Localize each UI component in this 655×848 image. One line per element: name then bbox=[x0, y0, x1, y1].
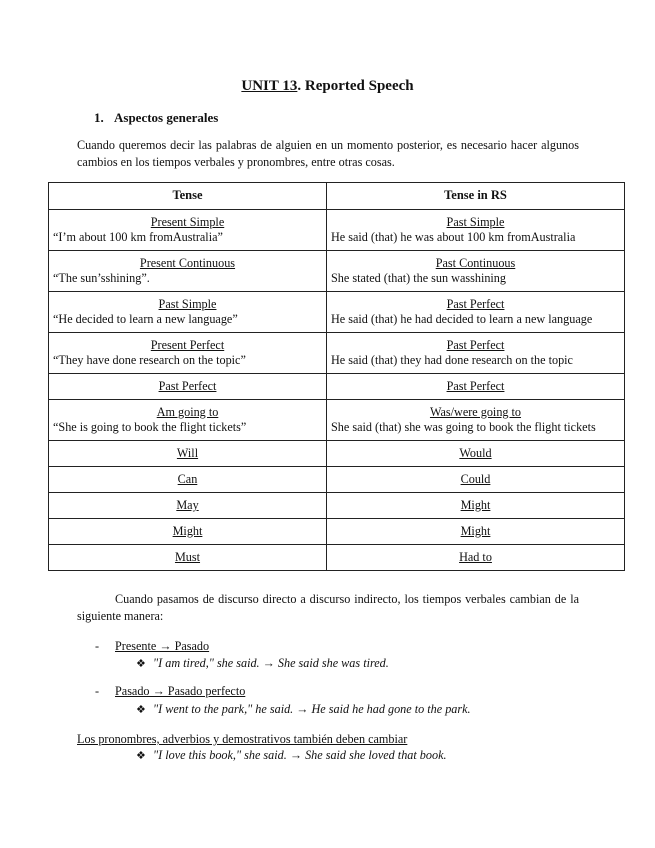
unit-label: UNIT 13 bbox=[241, 78, 298, 94]
tense-cell bbox=[49, 292, 327, 333]
rs-example: He said (that) they had done research on the topic bbox=[331, 353, 573, 367]
example-item bbox=[136, 702, 471, 717]
tense-cell bbox=[49, 519, 327, 545]
example-item bbox=[136, 656, 389, 671]
rs-tense-name: Had to bbox=[459, 549, 492, 564]
body-paragraph bbox=[77, 591, 579, 625]
section-title: Aspectos generales bbox=[114, 110, 219, 125]
pronouns-heading: Los pronombres, adverbios y demostrativos también deben cambiar bbox=[77, 732, 408, 746]
rs-tense-name: Might bbox=[460, 523, 491, 538]
tense-name: Present Simple bbox=[150, 214, 225, 229]
tense-cell bbox=[49, 210, 327, 251]
example-text: "I am tired," she said. → She said she was tired. bbox=[153, 656, 389, 670]
rs-example: She said (that) she was going to book the flight tickets bbox=[331, 420, 596, 434]
rs-example: He said (that) he had decided to learn a new language bbox=[331, 312, 593, 326]
bullet-item bbox=[95, 639, 209, 654]
rs-cell bbox=[327, 493, 625, 519]
tense-example: “The sun’sshining”. bbox=[53, 271, 150, 285]
dash-bullet: - bbox=[95, 639, 100, 653]
table-row bbox=[49, 441, 625, 467]
table-row bbox=[49, 545, 625, 571]
header-tense: Tense bbox=[49, 183, 327, 210]
table-row bbox=[49, 292, 625, 333]
rs-cell bbox=[327, 400, 625, 441]
tense-cell bbox=[49, 493, 327, 519]
diamond-bullet-icon: ❖ bbox=[136, 750, 146, 762]
rs-cell bbox=[327, 374, 625, 400]
bullet-item bbox=[95, 684, 245, 699]
tense-cell bbox=[49, 545, 327, 571]
table-row bbox=[49, 210, 625, 251]
rs-tense-name: Past Perfect bbox=[446, 378, 505, 393]
tense-name: Past Perfect bbox=[158, 378, 217, 393]
table-row bbox=[49, 519, 625, 545]
bullet-label: Presente → Pasado bbox=[115, 639, 210, 653]
tense-name: Present Perfect bbox=[150, 337, 225, 352]
tense-name: Must bbox=[174, 549, 201, 564]
example-text: "I went to the park," he said. → He said he had gone to the park. bbox=[153, 702, 471, 716]
tense-table bbox=[48, 182, 625, 571]
rs-cell bbox=[327, 519, 625, 545]
rs-tense-name: Past Perfect bbox=[446, 337, 505, 352]
intro-paragraph: Cuando queremos decir las palabras de alguien en un momento posterior, es necesario hacer algunos cambios en los tiempos verbales y pronombres, entre otras cosas. bbox=[77, 138, 579, 169]
rs-tense-name: Might bbox=[460, 497, 491, 512]
tense-cell bbox=[49, 441, 327, 467]
tense-cell bbox=[49, 374, 327, 400]
diamond-bullet-icon: ❖ bbox=[136, 658, 146, 670]
rs-tense-name: Past Continuous bbox=[435, 255, 516, 270]
rs-tense-name: Could bbox=[460, 471, 491, 486]
body-paragraph-text: Cuando pasamos de discurso directo a discurso indirecto, los tiempos verbales cambian de la siguiente manera: bbox=[77, 592, 579, 623]
example-item bbox=[136, 748, 447, 763]
tense-example: “They have done research on the topic” bbox=[53, 353, 246, 367]
table-row bbox=[49, 400, 625, 441]
example-text: "I love this book," she said. → She said she loved that book. bbox=[153, 748, 447, 762]
diamond-bullet-icon: ❖ bbox=[136, 704, 146, 716]
tense-name: Present Continuous bbox=[139, 255, 236, 270]
tense-cell bbox=[49, 467, 327, 493]
rs-cell bbox=[327, 545, 625, 571]
rs-cell bbox=[327, 441, 625, 467]
tense-name: Past Simple bbox=[158, 296, 217, 311]
section-number: 1. bbox=[94, 110, 104, 125]
rs-cell bbox=[327, 467, 625, 493]
tense-example: “I’m about 100 km fromAustralia” bbox=[53, 230, 223, 244]
tense-name: Will bbox=[176, 445, 199, 460]
unit-title: . Reported Speech bbox=[297, 78, 414, 94]
tense-example: “She is going to book the flight tickets” bbox=[53, 420, 247, 434]
table-row bbox=[49, 493, 625, 519]
table-row bbox=[49, 374, 625, 400]
table-row bbox=[49, 467, 625, 493]
table-row bbox=[49, 333, 625, 374]
dash-bullet: - bbox=[95, 684, 100, 698]
rs-tense-name: Would bbox=[459, 445, 492, 460]
rs-tense-name: Past Perfect bbox=[446, 296, 505, 311]
rs-cell bbox=[327, 210, 625, 251]
tense-name: Am going to bbox=[156, 404, 219, 419]
tense-name: May bbox=[176, 497, 199, 512]
page-title bbox=[0, 78, 655, 95]
rs-tense-name: Was/were going to bbox=[429, 404, 522, 419]
section-heading bbox=[94, 110, 218, 126]
rs-cell bbox=[327, 333, 625, 374]
rs-example: He said (that) he was about 100 km fromAustralia bbox=[331, 230, 576, 244]
rs-example: She stated (that) the sun wasshining bbox=[331, 271, 506, 285]
rs-cell bbox=[327, 292, 625, 333]
header-tense-rs: Tense in RS bbox=[327, 183, 625, 210]
tense-example: “He decided to learn a new language” bbox=[53, 312, 238, 326]
table-header-row bbox=[49, 183, 625, 210]
bullet-label: Pasado → Pasado perfecto bbox=[115, 684, 246, 698]
table-row bbox=[49, 251, 625, 292]
tense-cell bbox=[49, 400, 327, 441]
rs-tense-name: Past Simple bbox=[446, 214, 505, 229]
tense-cell bbox=[49, 251, 327, 292]
tense-cell bbox=[49, 333, 327, 374]
tense-name: Might bbox=[172, 523, 203, 538]
tense-name: Can bbox=[177, 471, 198, 486]
rs-cell bbox=[327, 251, 625, 292]
